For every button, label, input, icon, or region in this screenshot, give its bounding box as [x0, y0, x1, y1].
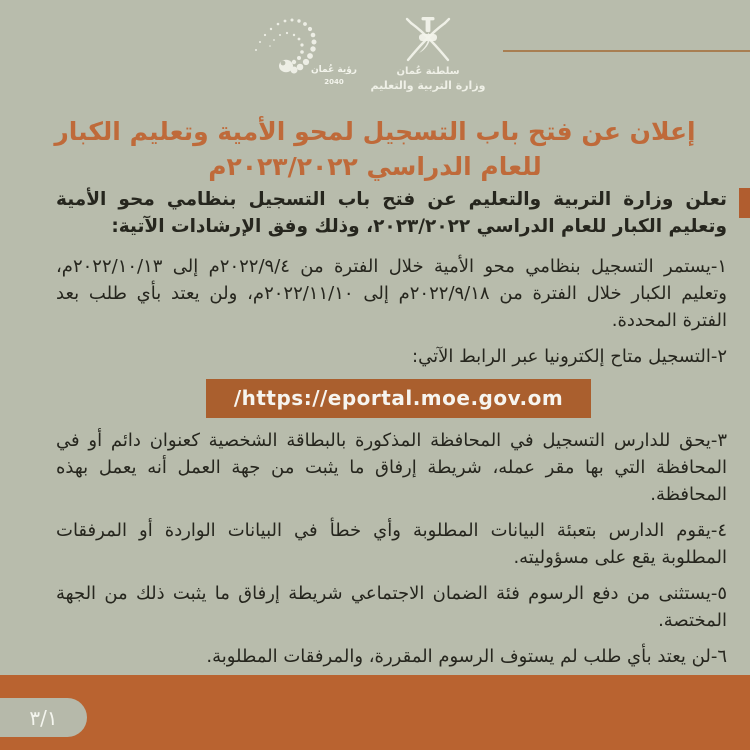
title-line-1: إعلان عن فتح باب التسجيل لمحو الأمية وتعليم الكبار — [54, 117, 696, 146]
oman-national-emblem-icon — [400, 14, 456, 64]
vision-logo-year: 2040 — [324, 78, 344, 86]
instruction-item-4: ٤-يقوم الدارس بتعبئة البيانات المطلوبة وأي خطأ في البيانات الواردة أو المرفقات المطلوبة يقع على مسؤوليته. — [56, 520, 727, 568]
instruction-item-1: ١-يستمر التسجيل بنظامي محو الأمية خلال الفترة من ٢٠٢٢/٩/٤م إلى ٢٠٢٢/١٠/١٣م، وتعليم الكبار خلال الفترة من ٢٠٢٢/٩/١٨م إلى ٢٠٢٢/١١/١٠م، ولن يعتد بأي طلب بعد الفترة المحددة. — [56, 256, 728, 331]
ministry-of-education-logo — [368, 14, 488, 110]
instruction-item-3: ٣-يحق للدارس التسجيل في المحافظة المذكورة بالبطاقة الشخصية كعنوان دائم أو في المحافظة التي بها مقر عمله، شريطة إرفاق ما يثبت من جهة العمل أنه يعمل بهذه المحافظة. — [56, 430, 727, 505]
intro-marker-tab — [739, 188, 750, 218]
instruction-item-6: ٦-لن يعتد بأي طلب لم يستوف الرسوم المقررة، والمرفقات المطلوبة. — [206, 646, 727, 667]
ministry-logo-name: وزارة التربية والتعليم — [370, 79, 486, 92]
ministry-logo-country: سلطنة عُمان — [396, 66, 460, 77]
instruction-item-5: ٥-يستثنى من دفع الرسوم فئة الضمان الاجتماعي شريطة إرفاق ما يثبت ذلك من الجهة المختصة. — [56, 583, 727, 631]
title-line-2: للعام الدراسي ٢٠٢٣/٢٠٢٢م — [208, 152, 542, 181]
announcement-title — [0, 114, 750, 184]
page-indicator — [0, 698, 87, 737]
vision-logo-caption: رؤية عُمان — [311, 65, 357, 75]
vision-2040-swoosh-icon — [248, 14, 368, 98]
eportal-link-button[interactable]: /https://eportal.moe.gov.om — [206, 379, 591, 418]
announcement-body — [56, 186, 727, 670]
header-divider-line — [503, 50, 750, 52]
instruction-item-2: ٢-التسجيل متاح إلكترونيا عبر الرابط الآتي: — [412, 346, 727, 367]
footer-band — [0, 675, 750, 750]
page-indicator-text: ٣/١ — [29, 705, 58, 730]
oman-vision-2040-logo — [248, 14, 368, 98]
intro-paragraph: تعلن وزارة التربية والتعليم عن فتح باب التسجيل بنظامي محو الأمية وتعليم الكبار للعام الدراسي ٢٠٢٣/٢٠٢٢، وذلك وفق الإرشادات الآتية: — [56, 189, 727, 237]
